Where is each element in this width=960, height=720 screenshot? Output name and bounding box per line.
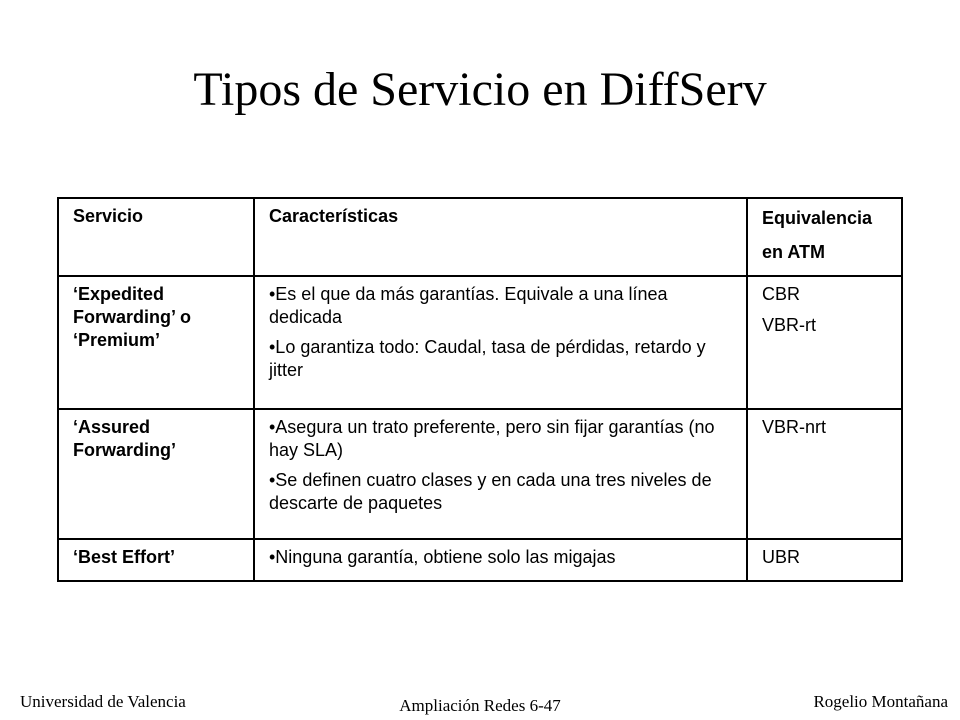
footer-author: Rogelio Montañana — [813, 692, 948, 711]
service-features — [254, 539, 747, 581]
feature-bullet: •Lo garantiza todo: Caudal, tasa de pérdidas, retardo y jitter — [269, 337, 706, 380]
table-row — [58, 276, 902, 409]
footer-university: Universidad de Valencia — [20, 692, 186, 711]
slide-title: Tipos de Servicio en DiffServ — [193, 63, 767, 116]
atm-equivalent — [747, 409, 902, 539]
atm-value: VBR-nrt — [762, 417, 827, 437]
header-equivalencia-line2: en ATM — [762, 242, 825, 262]
header-equivalencia-line1: Equivalencia — [762, 208, 873, 228]
header-servicio: Servicio — [58, 198, 254, 276]
table-row — [58, 539, 902, 581]
service-features — [254, 409, 747, 539]
atm-equivalent — [747, 539, 902, 581]
table-header-row — [58, 198, 902, 276]
header-equivalencia — [747, 198, 902, 276]
atm-equivalent — [747, 276, 902, 409]
feature-bullet: •Es el que da más garantías. Equivale a una línea dedicada — [269, 284, 668, 327]
atm-value: CBR — [762, 284, 801, 304]
service-name: ‘Best Effort’ — [58, 539, 254, 581]
feature-bullet: •Ninguna garantía, obtiene solo las migajas — [269, 547, 616, 567]
footer-course-page: Ampliación Redes 6-47 — [399, 696, 561, 715]
table-row — [58, 409, 902, 539]
atm-value: VBR-rt — [762, 315, 816, 335]
service-features — [254, 276, 747, 409]
service-types-table — [57, 197, 903, 582]
feature-bullet: •Se definen cuatro clases y en cada una tres niveles de descarte de paquetes — [269, 470, 712, 513]
feature-bullet: •Asegura un trato preferente, pero sin fijar garantías (no hay SLA) — [269, 417, 715, 460]
service-name: ‘Assured Forwarding’ — [58, 409, 254, 539]
atm-value: UBR — [762, 547, 801, 567]
header-caracteristicas: Características — [254, 198, 747, 276]
service-name: ‘Expedited Forwarding’ o ‘Premium’ — [58, 276, 254, 409]
